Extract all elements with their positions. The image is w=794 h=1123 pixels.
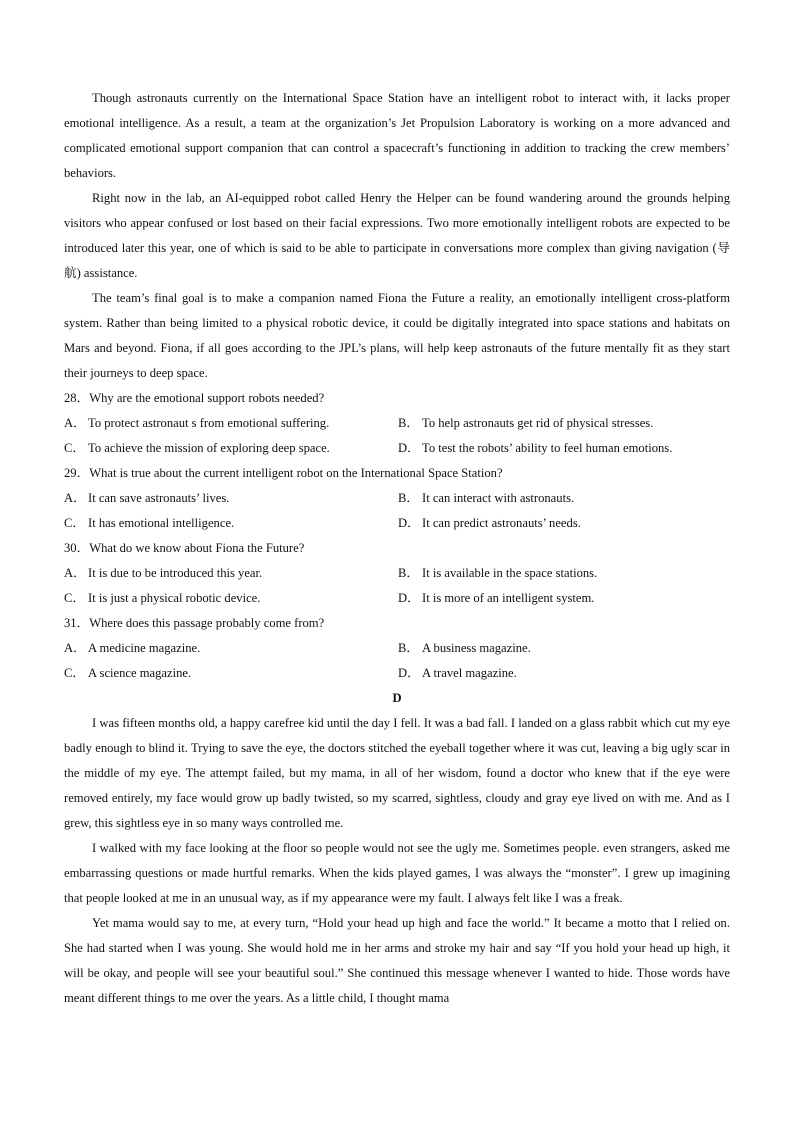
option-d bbox=[398, 511, 730, 536]
question-29 bbox=[64, 461, 730, 536]
option-label: B． bbox=[398, 491, 419, 505]
option-c bbox=[64, 511, 398, 536]
question-stem: 28．Why are the emotional support robots needed? bbox=[64, 391, 325, 405]
option-text: It can predict astronauts’ needs. bbox=[422, 516, 581, 530]
option-text: To test the robots’ ability to feel human emotions. bbox=[422, 441, 673, 455]
option-text: A science magazine. bbox=[88, 666, 192, 680]
option-text: It can interact with astronauts. bbox=[422, 491, 575, 505]
passage-paragraph: Though astronauts currently on the International Space Station have an intelligent robot to interact with, it lacks proper emotional intelligence. As a result, a team at the organization’s Jet Propulsion Laboratory is working on a more advanced and complicated emotional support companion that can control a spacecraft’s functioning in addition to tracking the crew members’ behaviors. bbox=[64, 91, 730, 180]
option-text: A business magazine. bbox=[422, 641, 531, 655]
option-d bbox=[398, 586, 730, 611]
option-a bbox=[64, 636, 398, 661]
option-c bbox=[64, 436, 398, 461]
option-c bbox=[64, 586, 398, 611]
option-b bbox=[398, 561, 730, 586]
option-text: A medicine magazine. bbox=[88, 641, 201, 655]
option-text: It is just a physical robotic device. bbox=[88, 591, 261, 605]
option-text: To achieve the mission of exploring deep space. bbox=[88, 441, 330, 455]
option-label: A． bbox=[64, 491, 86, 505]
option-label: A． bbox=[64, 641, 86, 655]
question-stem: 30．What do we know about Fiona the Future? bbox=[64, 541, 305, 555]
option-d bbox=[398, 436, 730, 461]
option-text: It is more of an intelligent system. bbox=[422, 591, 595, 605]
option-a bbox=[64, 411, 398, 436]
options bbox=[64, 636, 730, 686]
option-b bbox=[398, 486, 730, 511]
option-label: D． bbox=[398, 441, 420, 455]
option-label: C． bbox=[64, 516, 85, 530]
passage-paragraph: I was fifteen months old, a happy carefree kid until the day I fell. It was a bad fall. I landed on a glass rabbit which cut my eye badly enough to blind it. Trying to save the eye, the doctors stitched the eyeball together where it was cut, leaving a big ugly scar in the middle of my eye. The attempt failed, but my mama, in all of her wisdom, found a doctor who knew that if the eye were removed entirely, my face would grow up badly twisted, so my scarred, sightless, cloudy and gray eye lived on with me. And as I grew, this sightless eye in so many ways controlled me. bbox=[64, 716, 730, 830]
option-label: D． bbox=[398, 591, 420, 605]
question-28 bbox=[64, 386, 730, 461]
passage-paragraph: I walked with my face looking at the floor so people would not see the ugly me. Sometimes people. even strangers, asked me embarrassing questions or made hurtful remarks. When the kids played games, I was always the “monster”. I grew up imagining that people looked at me in an unusual way, as if my appearance were my fault. I always felt like I was a freak. bbox=[64, 841, 730, 905]
passage-paragraph: Right now in the lab, an AI-equipped robot called Henry the Helper can be found wandering around the grounds helping visitors who appear confused or lost based on their facial expressions. Two more emotionally intelligent robots are expected to be introduced later this year, one of which is said to be able to participate in conversations more complex than giving navigation (导航) assistance. bbox=[64, 191, 730, 280]
option-b bbox=[398, 411, 730, 436]
question-stem: 31．Where does this passage probably come from? bbox=[64, 616, 325, 630]
option-label: A． bbox=[64, 566, 86, 580]
options bbox=[64, 561, 730, 611]
option-label: B． bbox=[398, 566, 419, 580]
option-label: C． bbox=[64, 441, 85, 455]
option-text: It is due to be introduced this year. bbox=[88, 566, 263, 580]
option-label: D． bbox=[398, 666, 420, 680]
passage-paragraph: The team’s final goal is to make a companion named Fiona the Future a reality, an emotionally intelligent cross-platform system. Rather than being limited to a physical robotic device, it could be digitally integrated into space stations and habitats on Mars and beyond. Fiona, if all goes according to the JPL’s plans, will help keep astronauts of the future mentally fit as they start their journeys to deep space. bbox=[64, 291, 730, 380]
option-a bbox=[64, 486, 398, 511]
options bbox=[64, 411, 730, 461]
question-30 bbox=[64, 536, 730, 611]
options bbox=[64, 486, 730, 536]
option-text: It can save astronauts’ lives. bbox=[88, 491, 230, 505]
question-31 bbox=[64, 611, 730, 686]
option-label: C． bbox=[64, 591, 85, 605]
passage-paragraph: Yet mama would say to me, at every turn, “Hold your head up high and face the world.” It became a motto that I relied on. She had started when I was young. She would hold me in her arms and stroke my hair and say “If you hold your head up high, it will be okay, and people will see your beautiful soul.” She continued this message whenever I wanted to hide. Those words have meant different things to me over the years. As a little child, I thought mama bbox=[64, 916, 730, 1005]
option-c bbox=[64, 661, 398, 686]
option-text: To help astronauts get rid of physical stresses. bbox=[422, 416, 654, 430]
option-text: It is available in the space stations. bbox=[422, 566, 598, 580]
exam-page bbox=[64, 86, 730, 1011]
option-label: D． bbox=[398, 516, 420, 530]
option-label: A． bbox=[64, 416, 86, 430]
option-b bbox=[398, 636, 730, 661]
option-text: A travel magazine. bbox=[422, 666, 517, 680]
question-stem: 29．What is true about the current intelligent robot on the International Space Station? bbox=[64, 466, 503, 480]
option-text: It has emotional intelligence. bbox=[88, 516, 235, 530]
option-label: B． bbox=[398, 641, 419, 655]
option-a bbox=[64, 561, 398, 586]
option-label: B． bbox=[398, 416, 419, 430]
option-text: To protect astronaut s from emotional suffering. bbox=[88, 416, 330, 430]
option-d bbox=[398, 661, 730, 686]
section-title: D bbox=[392, 691, 402, 705]
option-label: C． bbox=[64, 666, 85, 680]
